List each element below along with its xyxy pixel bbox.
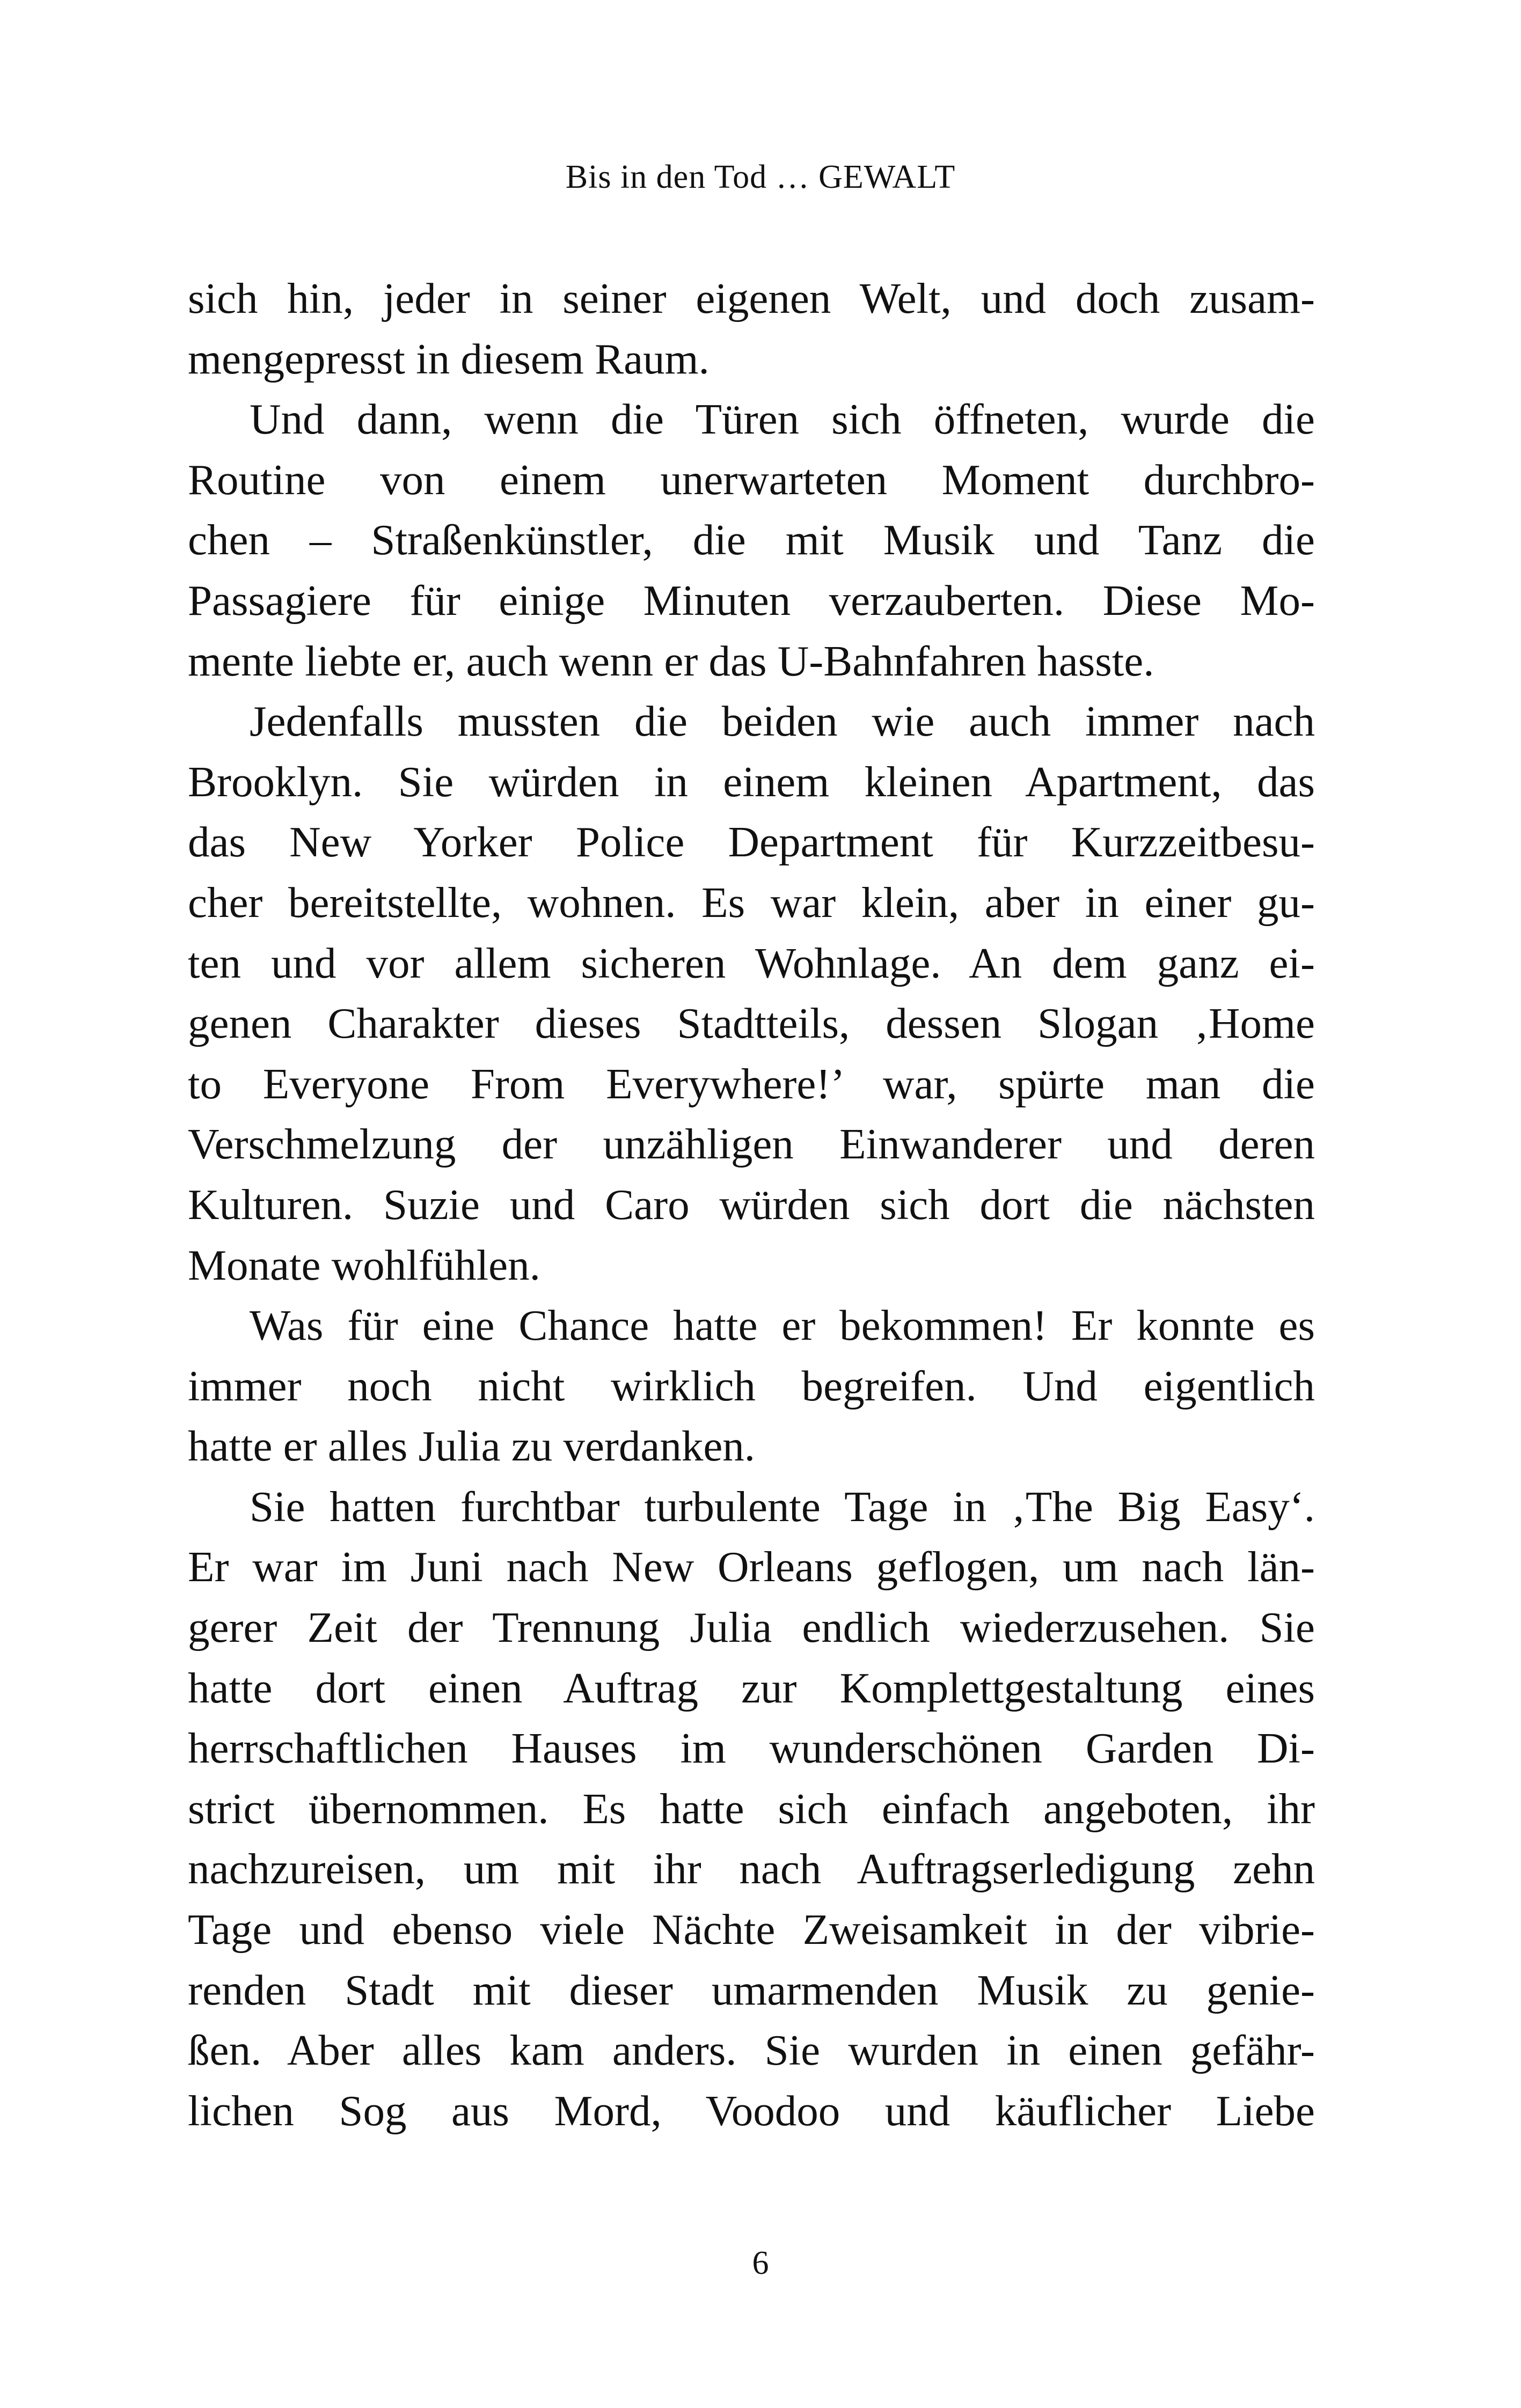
text-line: Er war im Juni nach New Orleans geflogen, um nach län- (188, 1543, 1315, 1591)
text-line: immer noch nicht wirklich begreifen. Und eigentlich (188, 1361, 1315, 1410)
text-line: lichen Sog aus Mord, Voodoo und käuflicher Liebe (188, 2086, 1315, 2135)
text-line: mengepresst in diesem Raum. (188, 334, 710, 383)
text-line: herrschaftlichen Hauses im wunderschönen Garden Di- (188, 1724, 1315, 1773)
text-line: mente liebte er, auch wenn er das U-Bahnfahren hasste. (188, 636, 1154, 685)
text-line: ßen. Aber alles kam anders. Sie wurden in einen gefähr- (188, 2026, 1315, 2075)
page-number: 6 (752, 2245, 769, 2281)
text-line: nachzureisen, um mit ihr nach Auftragserledigung zehn (188, 1845, 1315, 1893)
text-line: Passagiere für einige Minuten verzauberten. Diese Mo- (188, 576, 1315, 625)
text-line: Und dann, wenn die Türen sich öffneten, wurde die (250, 395, 1315, 444)
text-line: gerer Zeit der Trennung Julia endlich wiederzusehen. Sie (188, 1603, 1315, 1652)
text-line: Brooklyn. Sie würden in einem kleinen Apartment, das (188, 757, 1315, 806)
text-line: Jedenfalls mussten die beiden wie auch immer nach (250, 697, 1315, 746)
text-line: das New Yorker Police Department für Kurzzeitbesu- (188, 818, 1315, 867)
text-line: Kulturen. Suzie und Caro würden sich dort die nächsten (188, 1180, 1315, 1229)
text-line: hatte er alles Julia zu verdanken. (188, 1422, 756, 1471)
text-line: to Everyone From Everywhere!’ war, spürte man die (188, 1059, 1315, 1108)
text-line: Sie hatten furchtbar turbulente Tage in ‚The Big Easy‘. (250, 1482, 1315, 1531)
text-line: Was für eine Chance hatte er bekommen! Er konnte es (250, 1301, 1315, 1350)
text-line: Verschmelzung der unzähligen Einwanderer und deren (188, 1120, 1315, 1169)
text-line: hatte dort einen Auftrag zur Komplettgestaltung eines (188, 1663, 1315, 1712)
text-line: Tage und ebenso viele Nächte Zweisamkeit in der vibrie- (188, 1905, 1315, 1954)
text-line: chen – Straßenkünstler, die mit Musik und Tanz die (188, 516, 1315, 564)
text-line: Monate wohlfühlen. (188, 1240, 540, 1289)
text-line: renden Stadt mit dieser umarmenden Musik zu genie- (188, 1965, 1315, 2014)
text-line: Routine von einem unerwarteten Moment durchbro- (188, 455, 1315, 504)
running-header: Bis in den Tod … GEWALT (565, 159, 956, 195)
text-line: genen Charakter dieses Stadtteils, dessen Slogan ‚Home (188, 999, 1315, 1048)
text-line: strict übernommen. Es hatte sich einfach angeboten, ihr (188, 1784, 1315, 1833)
body-text (188, 268, 1315, 2141)
text-line: sich hin, jeder in seiner eigenen Welt, und doch zusam- (188, 274, 1315, 322)
text-line: ten und vor allem sicheren Wohnlage. An dem ganz ei- (188, 938, 1315, 987)
text-line: cher bereitstellte, wohnen. Es war klein, aber in einer gu- (188, 878, 1315, 927)
